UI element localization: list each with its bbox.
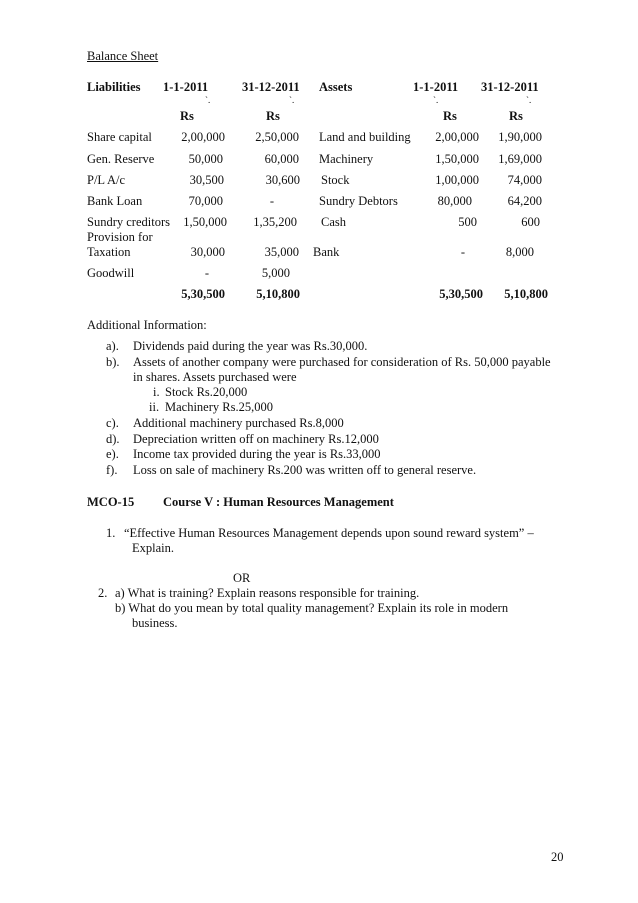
liability-name: Share capital (87, 130, 152, 144)
list-item: Loss on sale of machinery Rs.200 was written off to general reserve. (133, 463, 477, 477)
liability-value-2011-start: 2,00,000 (181, 130, 225, 144)
rs-label-2: Rs (266, 109, 280, 123)
question-text-continuation: Explain. (132, 541, 175, 555)
list-item: Machinery Rs.25,000 (165, 400, 273, 414)
asset-name: Cash (321, 215, 346, 229)
liability-name: Goodwill (87, 266, 135, 280)
list-marker: i. (153, 385, 160, 399)
rs-label-4: Rs (509, 109, 523, 123)
liability-value-2011-end: 2,50,000 (255, 130, 299, 144)
asset-value-2011-start: 1,50,000 (435, 152, 479, 166)
asset-value-2011-end: 64,200 (507, 194, 542, 208)
liability-value-2011-start: 50,000 (188, 152, 223, 166)
list-item: Stock Rs.20,000 (165, 385, 248, 399)
list-item: Additional machinery purchased Rs.8,000 (133, 416, 344, 430)
header-assets: Assets (319, 80, 353, 94)
asset-value-2011-end: 74,000 (507, 173, 542, 187)
total-assets-2011-start: 5,30,500 (439, 287, 483, 301)
liability-value-2011-end: 30,600 (265, 173, 300, 187)
asset-name: Land and building (319, 130, 411, 144)
liability-name: Provision for (87, 230, 153, 244)
rupee-mark-2: `. (289, 95, 295, 105)
question-text: “Effective Human Resources Management depends upon sound reward system” – (124, 526, 534, 540)
liability-value-2011-end: 60,000 (264, 152, 299, 166)
asset-name: Bank (313, 245, 340, 259)
list-marker: ii. (149, 400, 160, 414)
total-liabilities-2011-start: 5,30,500 (181, 287, 225, 301)
liability-name: Taxation (87, 245, 131, 259)
question-number: 2. (98, 586, 108, 600)
asset-value-2011-start: - (460, 245, 466, 259)
liability-value-2011-start: 70,000 (188, 194, 223, 208)
liability-value-2011-end: - (269, 194, 275, 208)
header-date-4: 31-12-2011 (481, 80, 539, 94)
question-text: b) What do you mean by total quality management? Explain its role in modern (115, 601, 509, 615)
list-item: Income tax provided during the year is Rs.33,000 (133, 447, 381, 461)
list-marker: b). (106, 355, 120, 369)
page-number: 20 (551, 850, 564, 864)
list-marker: c). (106, 416, 119, 430)
header-liabilities: Liabilities (87, 80, 141, 94)
header-date-1: 1-1-2011 (163, 80, 209, 94)
liability-value-2011-start: 1,50,000 (183, 215, 227, 229)
rupee-mark-4: `. (526, 95, 532, 105)
liability-value-2011-end: 5,000 (261, 266, 290, 280)
list-marker: a). (106, 339, 119, 353)
liability-value-2011-start: 30,000 (190, 245, 225, 259)
liability-value-2011-start: 30,500 (189, 173, 224, 187)
header-date-3: 1-1-2011 (413, 80, 459, 94)
course-title: Course V : Human Resources Management (163, 495, 394, 509)
asset-name: Stock (321, 173, 350, 187)
course-code: MCO-15 (87, 495, 135, 509)
liability-value-2011-start: - (204, 266, 210, 280)
list-item: Assets of another company were purchased for consideration of Rs. 50,000 payable (133, 355, 551, 369)
asset-value-2011-start: 1,00,000 (435, 173, 479, 187)
additional-info-heading: Additional Information: (87, 318, 207, 332)
rupee-mark-3: `. (433, 95, 439, 105)
rupee-mark-1: `. (205, 95, 211, 105)
question-number: 1. (106, 526, 116, 540)
asset-value-2011-end: 1,90,000 (498, 130, 542, 144)
asset-name: Machinery (319, 152, 374, 166)
liability-name: Gen. Reserve (87, 152, 155, 166)
header-date-2: 31-12-2011 (242, 80, 300, 94)
liability-value-2011-end: 35,000 (264, 245, 299, 259)
asset-value-2011-start: 2,00,000 (435, 130, 479, 144)
rs-label-1: Rs (180, 109, 194, 123)
list-item-continuation: in shares. Assets purchased were (133, 370, 297, 384)
or-separator: OR (233, 571, 251, 585)
asset-value-2011-end: 8,000 (505, 245, 534, 259)
liability-name: Bank Loan (87, 194, 143, 208)
liability-value-2011-end: 1,35,200 (253, 215, 297, 229)
balance-sheet-title: Balance Sheet (87, 49, 159, 63)
list-marker: d). (106, 432, 120, 446)
list-item: Dividends paid during the year was Rs.30,000. (133, 339, 368, 353)
list-marker: f). (106, 463, 118, 477)
asset-value-2011-end: 1,69,000 (498, 152, 542, 166)
liability-name: P/L A/c (87, 173, 126, 187)
question-text: a) What is training? Explain reasons responsible for training. (115, 586, 420, 600)
total-liabilities-2011-end: 5,10,800 (256, 287, 300, 301)
asset-value-2011-end: 600 (521, 215, 540, 229)
question-text-continuation: business. (132, 616, 178, 630)
asset-name: Sundry Debtors (319, 194, 398, 208)
total-assets-2011-end: 5,10,800 (504, 287, 548, 301)
asset-value-2011-start: 500 (458, 215, 477, 229)
rs-label-3: Rs (443, 109, 457, 123)
list-marker: e). (106, 447, 119, 461)
list-item: Depreciation written off on machinery Rs.12,000 (133, 432, 379, 446)
liability-name: Sundry creditors (87, 215, 170, 229)
asset-value-2011-start: 80,000 (437, 194, 472, 208)
